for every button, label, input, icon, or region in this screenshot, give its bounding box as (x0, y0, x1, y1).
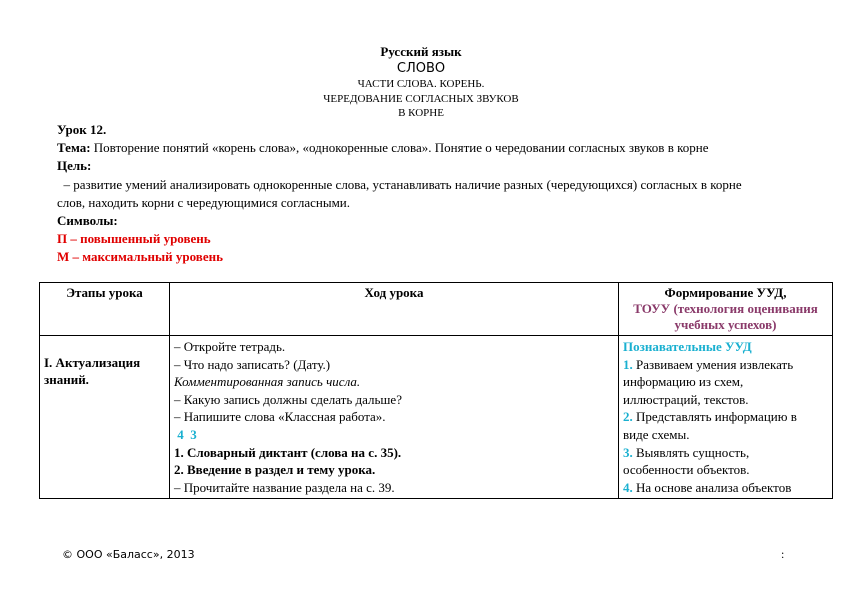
topic-text: Повторение понятий «корень слова», «однокоренные слова». Понятие о чередовании согласных звуков в корне (90, 140, 709, 155)
header-touu-2: учебных успехов) (674, 317, 777, 332)
uud-line: 2. Представлять информацию в (623, 409, 797, 425)
uud-line: 4. На основе анализа объектов (623, 479, 792, 495)
copyright: © ООО «Баласс», 2013 (62, 548, 195, 561)
symbol-m: М – максимальный уровень (57, 249, 223, 264)
course-line: – Прочитайте название раздела на с. 39. (174, 479, 395, 495)
symbol-p: П – повышенный уровень (57, 231, 211, 246)
header-touu-1: ТОУУ (технология оценивания (633, 301, 818, 316)
stage-name: I. Актуализация знаний. (44, 355, 141, 387)
goal-text-1: – развитие умений анализировать однокоренные слова, устанавливать наличие разных (чередующихся) согласных в корне (60, 177, 742, 192)
uud-line: иллюстраций, текстов. (623, 391, 749, 407)
table-header-row (40, 283, 833, 336)
page-mark: : (781, 547, 785, 561)
goal-label: Цель: (57, 158, 92, 173)
header-uud-title: Формирование УУД, (664, 285, 787, 300)
course-line: – Какую запись должны сделать дальше? (174, 391, 402, 407)
uud-line: 1. Развиваем умения извлекать (623, 356, 794, 372)
lesson-number: Урок 12. (57, 122, 107, 137)
course-line: 2. Введение в раздел и тему урока. (174, 462, 376, 478)
uud-title: Познавательные УУД (623, 339, 752, 354)
topic-label: Тема: (57, 140, 91, 155)
section-subtitle-1: ЧАСТИ СЛОВА. КОРЕНЬ. (357, 78, 485, 90)
section-subtitle-2: ЧЕРЕДОВАНИЕ СОГЛАСНЫХ ЗВУКОВ (323, 93, 519, 105)
uud-line: информацию из схем, (623, 374, 744, 390)
lesson-table (39, 282, 833, 499)
course-line: – Напишите слова «Классная работа». (174, 409, 386, 425)
course-line: 1. Словарный диктант (слова на с. 35). (174, 444, 402, 460)
uud-line: особенности объектов. (623, 462, 750, 478)
subject-title: Русский язык (380, 44, 462, 59)
course-line: – Откройте тетрадь. (174, 339, 286, 354)
section-title: СЛОВО (396, 61, 446, 76)
header-uud (619, 283, 833, 336)
lesson-topic (57, 140, 708, 156)
header-course: Ход урока (170, 283, 619, 336)
section-subtitle-3: В КОРНЕ (398, 107, 444, 119)
goal-line-1 (57, 177, 742, 193)
course-line: Комментированная запись числа. (174, 374, 361, 390)
header-stages: Этапы урока (40, 283, 170, 336)
goal-line-2: слов, находить корни с чередующимися согласными. (57, 195, 351, 210)
course-line: – Что надо записать? (Дату.) (174, 356, 331, 372)
uud-line: 3. Выявлять сущность, (623, 444, 750, 460)
course-marks: 4 3 (174, 426, 197, 442)
symbols-label: Символы: (57, 213, 118, 228)
table-row (40, 336, 833, 499)
uud-line: виде схемы. (623, 426, 690, 442)
